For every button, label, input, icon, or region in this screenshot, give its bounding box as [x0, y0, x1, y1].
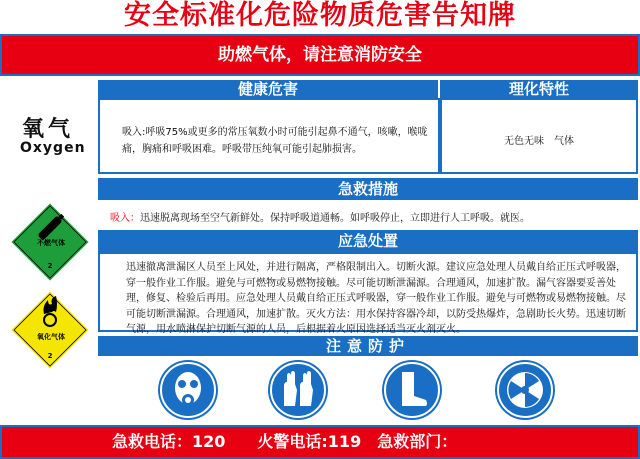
protective-suit-icon: [495, 360, 555, 420]
disposal-text: 迅速撤离泄漏区人员至上风处，并进行隔离，严格限制出入。切断火源。建议应急处理人员戴自给正压式呼吸器，穿一般作业工作服。避免与可燃物或易燃物接触。尽可能切断泄漏源。合理通风，加速扩散。漏气容器要妥善处理，修复、检验后再用。应急处理人员戴自给正压式呼吸器，穿一般作业工作服。避免与可燃物或易燃物接触。尽可能切断泄漏源。合理通风，加速扩散。灭火方法：用水保持容器冷却，以防受热爆炸，急剧助长火势。迅速切断气源，用水喷淋保护切断气源的人员，后根据着火原因选择适当灭火剂灭火。: [98, 252, 638, 332]
first-aid-label: 吸入：: [110, 213, 140, 224]
hazard-class-number: 2: [47, 262, 53, 270]
hazard-label-text: 氧化气体: [37, 333, 65, 341]
warning-banner: 助燃气体，请注意消防安全: [0, 34, 640, 76]
hazard-class-number: 2: [47, 352, 53, 360]
first-aid-text: [110, 209, 636, 224]
section-header-protection: 注意防护: [98, 336, 638, 356]
hazard-label-text: 不燃气体: [37, 239, 65, 247]
properties-text: 无色无味 气体: [440, 98, 638, 174]
section-header-first-aid: 急救措施: [98, 178, 638, 200]
page-title: 安全标准化危险物质危害告知牌: [124, 0, 516, 31]
boots-icon: [382, 360, 442, 420]
hazard-label-oxidizing-gas: [8, 288, 92, 372]
section-header-health: 健康危害: [98, 80, 438, 98]
substance-name-en: Oxygen: [20, 140, 86, 156]
health-hazard-text: 吸入:呼吸75%或更多的常压氧数小时可能引起鼻不通气，咳嗽，喉咙痛，胸痛和呼吸困难。呼吸带压纯氧可能引起肺损害。: [98, 98, 440, 174]
gloves-icon: [268, 360, 328, 420]
section-header-properties: 理化特性: [440, 80, 638, 98]
emergency-contacts: 急救电话：120 火警电话:119 急救部门：: [0, 425, 640, 459]
first-aid-body: 迅速脱离现场至空气新鲜处。保持呼吸道通畅。如呼吸停止，立即进行人工呼吸。就医。: [140, 213, 530, 224]
substance-name-cn: 氧气: [22, 117, 75, 142]
gas-mask-icon: [158, 360, 218, 420]
section-header-disposal: 应急处置: [98, 230, 638, 252]
hazard-label-nonflammable-gas: [8, 200, 92, 284]
